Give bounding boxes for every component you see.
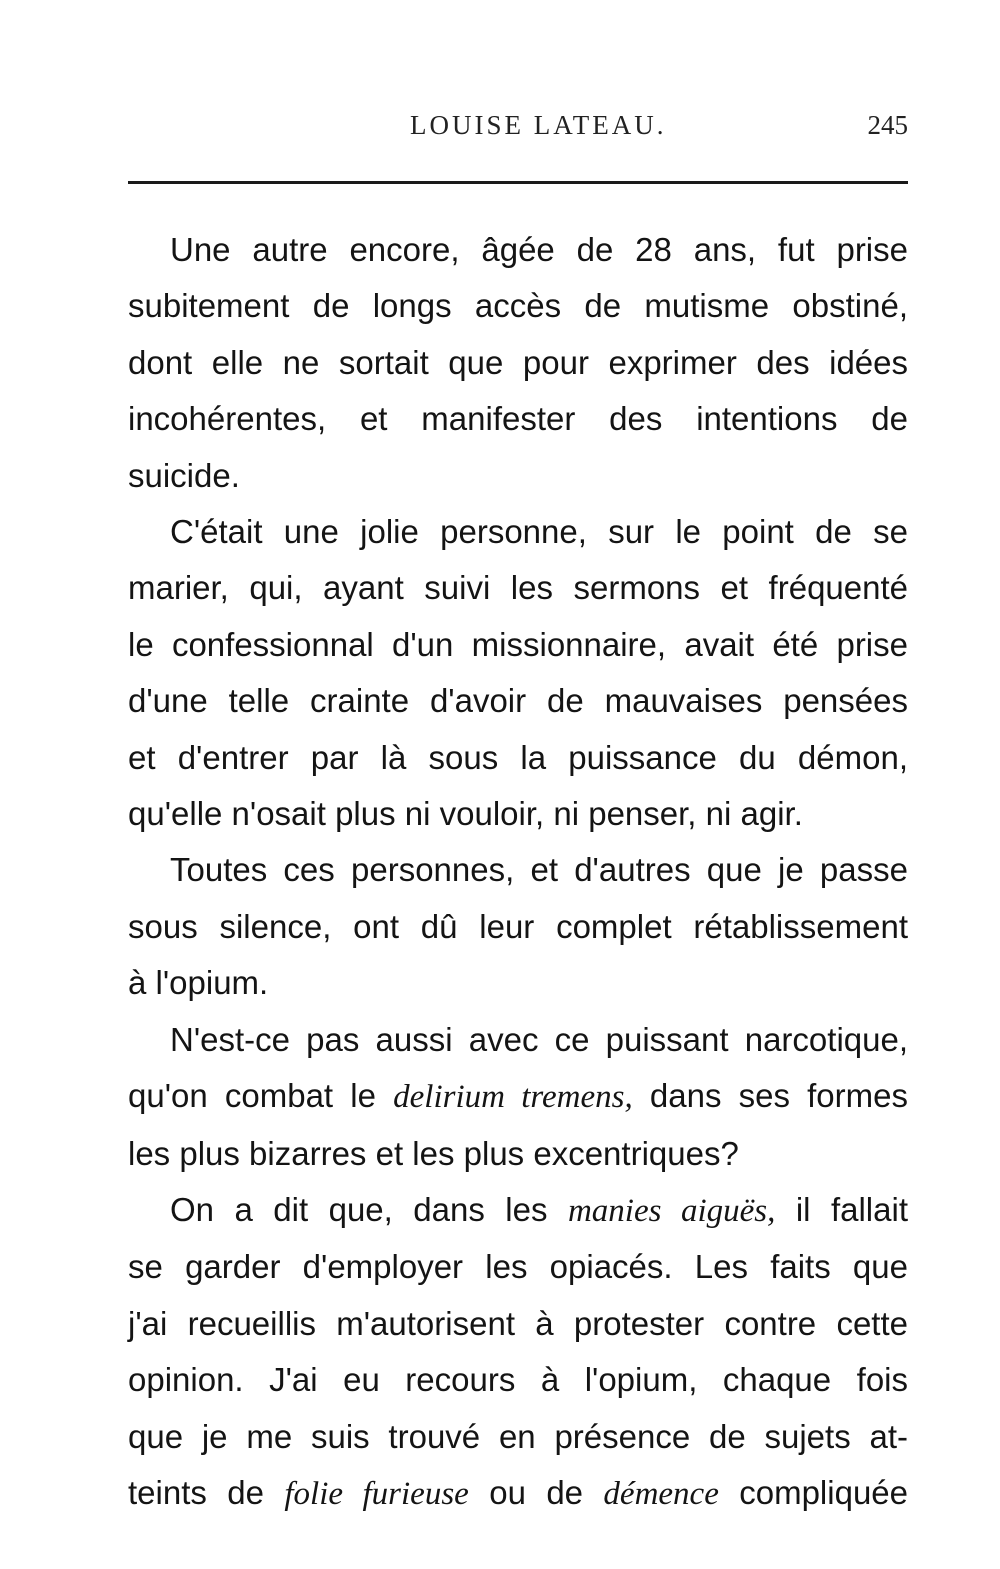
page-header xyxy=(128,110,908,150)
text-line: Toutes ces personnes, et d'autres que je passe xyxy=(170,851,908,889)
paragraph-5 xyxy=(128,1182,908,1522)
text-line xyxy=(128,1068,908,1125)
paragraph-2 xyxy=(128,504,908,842)
running-title: LOUISE LATEAU. xyxy=(410,110,667,140)
text-run: qu'on combat le xyxy=(128,1077,394,1115)
text-line: dont elle ne sortait que pour exprimer des idées xyxy=(128,343,908,381)
paragraph-1 xyxy=(128,222,908,504)
text-line: C'était une jolie personne, sur le point de se xyxy=(170,513,908,551)
italic-term: démence xyxy=(603,1475,719,1512)
text-line: subitement de longs accès de mutisme obstiné, xyxy=(128,287,908,325)
text-line: qu'elle n'osait plus ni vouloir, ni penser, ni agir. xyxy=(128,795,803,833)
text-line: se garder d'employer les opiacés. Les faits que xyxy=(128,1248,908,1286)
text-run: teints de xyxy=(128,1473,285,1511)
text-run: compliquée xyxy=(718,1473,909,1511)
text-line: j'ai recueillis m'autorisent à protester contre cette xyxy=(128,1304,908,1342)
text-line: Une autre encore, âgée de 28 ans, fut prise xyxy=(170,231,908,268)
text-line: N'est-ce pas aussi avec ce puissant narcotique, xyxy=(170,1020,908,1058)
text-run: On a dit que, dans les xyxy=(170,1190,568,1228)
page-number: 245 xyxy=(867,110,908,140)
text-run: dans ses formes xyxy=(632,1077,908,1115)
italic-term: manies aiguës, xyxy=(567,1192,776,1229)
text-line: suicide. xyxy=(128,456,240,494)
paragraph-4 xyxy=(128,1012,908,1182)
text-line: incohérentes, et manifester des intentions de xyxy=(128,400,908,438)
header-rule xyxy=(128,181,908,184)
text-line: à l'opium. xyxy=(128,964,269,1002)
text-line: d'une telle crainte d'avoir de mauvaises pensées xyxy=(128,682,908,720)
paragraph-3 xyxy=(128,842,908,1011)
text-line: les plus bizarres et les plus excentriques? xyxy=(128,1134,739,1172)
italic-term: folie furieuse xyxy=(284,1475,469,1512)
body-text xyxy=(128,222,908,1522)
text-line: que je me suis trouvé en présence de sujets at- xyxy=(128,1417,908,1455)
text-line: opinion. J'ai eu recours à l'opium, chaque fois xyxy=(128,1361,908,1399)
text-run: il fallait xyxy=(775,1190,908,1228)
text-run: ou de xyxy=(468,1473,604,1511)
text-line xyxy=(128,1182,908,1239)
text-line: et d'entrer par là sous la puissance du démon, xyxy=(128,738,908,776)
italic-term: delirium tremens, xyxy=(393,1079,633,1116)
text-line: sous silence, ont dû leur complet rétablissement xyxy=(128,907,908,945)
text-line xyxy=(128,1465,908,1522)
text-line: le confessionnal d'un missionnaire, avait été prise xyxy=(128,625,908,663)
text-line: marier, qui, ayant suivi les sermons et fréquenté xyxy=(128,569,908,607)
